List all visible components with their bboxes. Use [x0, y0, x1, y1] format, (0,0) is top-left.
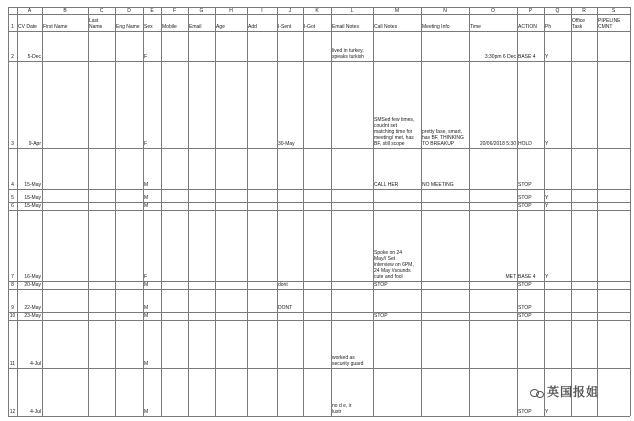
header-cell: I-Got — [304, 24, 316, 30]
grid-vline — [188, 7, 189, 416]
table-cell: Y — [545, 274, 549, 280]
table-cell: 5-Dec — [27, 54, 41, 60]
column-header-a: A — [27, 8, 32, 14]
table-cell: F — [144, 141, 148, 147]
grid-vline — [277, 7, 278, 416]
grid-vline — [544, 7, 545, 416]
column-header-c: C — [99, 8, 104, 14]
grid-vline — [8, 7, 9, 416]
row-number: 5 — [11, 195, 14, 201]
row-number: 1 — [11, 24, 14, 30]
table-cell: STOP — [518, 182, 532, 188]
column-header-s: S — [611, 8, 616, 14]
header-cell: PIPELINE CMNT — [598, 18, 621, 30]
column-header-j: J — [288, 8, 292, 14]
column-header-p: P — [528, 8, 533, 14]
header-cell: Call Notes — [374, 24, 398, 30]
watermark-text: 英国报姐 — [547, 385, 600, 399]
grid-vline — [571, 7, 572, 416]
row-number: 10 — [9, 313, 16, 319]
row-number: 7 — [11, 274, 14, 280]
table-cell: CALL HER — [374, 182, 399, 188]
table-cell: Y — [545, 203, 549, 209]
table-cell: SMSed few times, coudnt set matching time for meeting/ met, has BF, still scope — [374, 117, 415, 147]
column-header-n: N — [443, 8, 447, 14]
header-cell: I-Sent — [278, 24, 292, 30]
header-cell: Office Task — [572, 18, 585, 30]
row-number: 2 — [11, 54, 14, 60]
table-cell: M — [144, 282, 149, 288]
table-cell: M — [144, 305, 149, 311]
table-cell: no d e, ir lustr — [332, 403, 352, 415]
table-cell: 15-May — [24, 182, 41, 188]
grid-hline — [8, 368, 630, 369]
table-cell: NO MEETING — [422, 182, 454, 188]
table-cell: HOLD — [518, 141, 532, 147]
table-cell: STOP — [518, 409, 532, 415]
column-header-m: M — [394, 8, 400, 14]
table-cell: 4-Jul — [30, 361, 41, 367]
table-cell: BASE 4 — [518, 54, 536, 60]
grid-vline — [421, 7, 422, 416]
grid-vline — [597, 7, 598, 416]
grid-vline — [303, 7, 304, 416]
header-cell: Eng Name — [116, 24, 140, 30]
table-cell: STOP — [374, 282, 388, 288]
column-header-g: G — [199, 8, 204, 14]
table-cell: pretty fase, smart, has BF, THINKING TO BREAKUP — [422, 129, 464, 147]
table-cell: M — [144, 361, 149, 367]
header-cell: Time — [470, 24, 481, 30]
table-cell: STOP — [518, 282, 532, 288]
table-cell: M — [144, 182, 149, 188]
grid-vline — [373, 7, 374, 416]
grid-hline — [8, 320, 630, 321]
table-cell: M — [144, 313, 149, 319]
grid-vline — [42, 7, 43, 416]
grid-vline — [247, 7, 248, 416]
table-cell: 9-Apr — [28, 141, 41, 147]
grid-hline — [8, 148, 630, 149]
header-cell: Email Notes — [332, 24, 359, 30]
table-cell: Y — [545, 195, 549, 201]
header-cell: Ph — [545, 24, 552, 30]
header-cell: Email — [189, 24, 202, 30]
row-number: 6 — [11, 203, 14, 209]
grid-hline — [8, 416, 630, 417]
table-cell: Spoke on 24 May// Set interview on 6PM, 24 May //sounds cute and fool — [374, 250, 414, 280]
table-cell: F — [144, 274, 148, 280]
table-cell: Y — [545, 409, 549, 415]
grid-vline — [215, 7, 216, 416]
row-number: 8 — [11, 282, 14, 288]
table-cell: 20/06/2018 5:30 — [479, 141, 516, 147]
grid-hline — [8, 289, 630, 290]
table-cell: DONT — [278, 305, 293, 311]
grid-vline — [630, 7, 631, 416]
grid-hline — [8, 14, 630, 15]
watermark — [530, 383, 599, 400]
column-header-f: F — [172, 8, 177, 14]
table-cell: F — [144, 54, 148, 60]
table-cell: 3:30pm 6 Dec — [484, 54, 516, 60]
row-number: 11 — [9, 361, 16, 367]
header-cell: Sex — [144, 24, 153, 30]
grid-hline — [8, 61, 630, 62]
header-cell: ACTION — [518, 24, 537, 30]
column-header-r: R — [582, 8, 586, 14]
header-cell: Meeting Info — [422, 24, 450, 30]
grid-vline — [143, 7, 144, 416]
row-number: 4 — [11, 182, 14, 188]
header-cell: Mobile — [162, 24, 177, 30]
table-cell: lived in turkey, speaks turkish — [332, 48, 364, 60]
column-header-e: E — [150, 8, 154, 14]
grid-hline — [8, 189, 630, 190]
grid-vline — [517, 7, 518, 416]
table-cell: 4-Jul — [30, 409, 41, 415]
table-cell: 22-May — [24, 305, 41, 311]
row-number: 3 — [11, 141, 14, 147]
row-number: 9 — [11, 305, 14, 311]
table-cell: worked as security guard — [332, 355, 364, 367]
table-cell: STOP — [374, 313, 388, 319]
grid-vline — [115, 7, 116, 416]
header-cell: First Name — [43, 24, 68, 30]
table-cell: 23-May — [24, 313, 41, 319]
table-cell: STOP — [518, 195, 532, 201]
table-cell: M — [144, 409, 149, 415]
column-header-q: Q — [555, 8, 560, 14]
table-cell: Y — [545, 54, 549, 60]
table-cell: M — [144, 195, 149, 201]
table-cell: BASE 4 — [518, 274, 536, 280]
column-header-h: H — [229, 8, 233, 14]
column-header-b: B — [63, 8, 67, 14]
table-cell: 15-May — [24, 203, 41, 209]
header-cell: Age — [216, 24, 225, 30]
column-header-d: D — [127, 8, 131, 14]
table-cell: 16-May — [24, 274, 41, 280]
header-cell: Last Name — [89, 18, 103, 30]
column-header-o: O — [491, 8, 495, 14]
grid-vline — [88, 7, 89, 416]
table-cell: STOP — [518, 313, 532, 319]
table-cell: Y — [545, 141, 549, 147]
grid-vline — [469, 7, 470, 416]
header-cell: Add — [248, 24, 257, 30]
table-cell: M — [144, 203, 149, 209]
grid-hline — [8, 31, 630, 32]
table-cell: STOP — [518, 203, 532, 209]
row-number: 12 — [9, 409, 16, 415]
table-cell: 20-May — [24, 282, 41, 288]
grid-hline — [8, 210, 630, 211]
table-cell: STOP — [518, 305, 532, 311]
column-header-i: I — [261, 8, 263, 14]
column-header-k: K — [315, 8, 319, 14]
table-cell: 30-May — [278, 141, 295, 147]
header-cell: CV Date — [18, 24, 37, 30]
grid-vline — [17, 7, 18, 416]
table-cell: dont — [278, 282, 288, 288]
column-header-l: L — [350, 8, 354, 14]
table-cell: 15-May — [24, 195, 41, 201]
wechat-logo-icon — [530, 387, 544, 397]
grid-vline — [161, 7, 162, 416]
table-cell: MET — [505, 274, 516, 280]
